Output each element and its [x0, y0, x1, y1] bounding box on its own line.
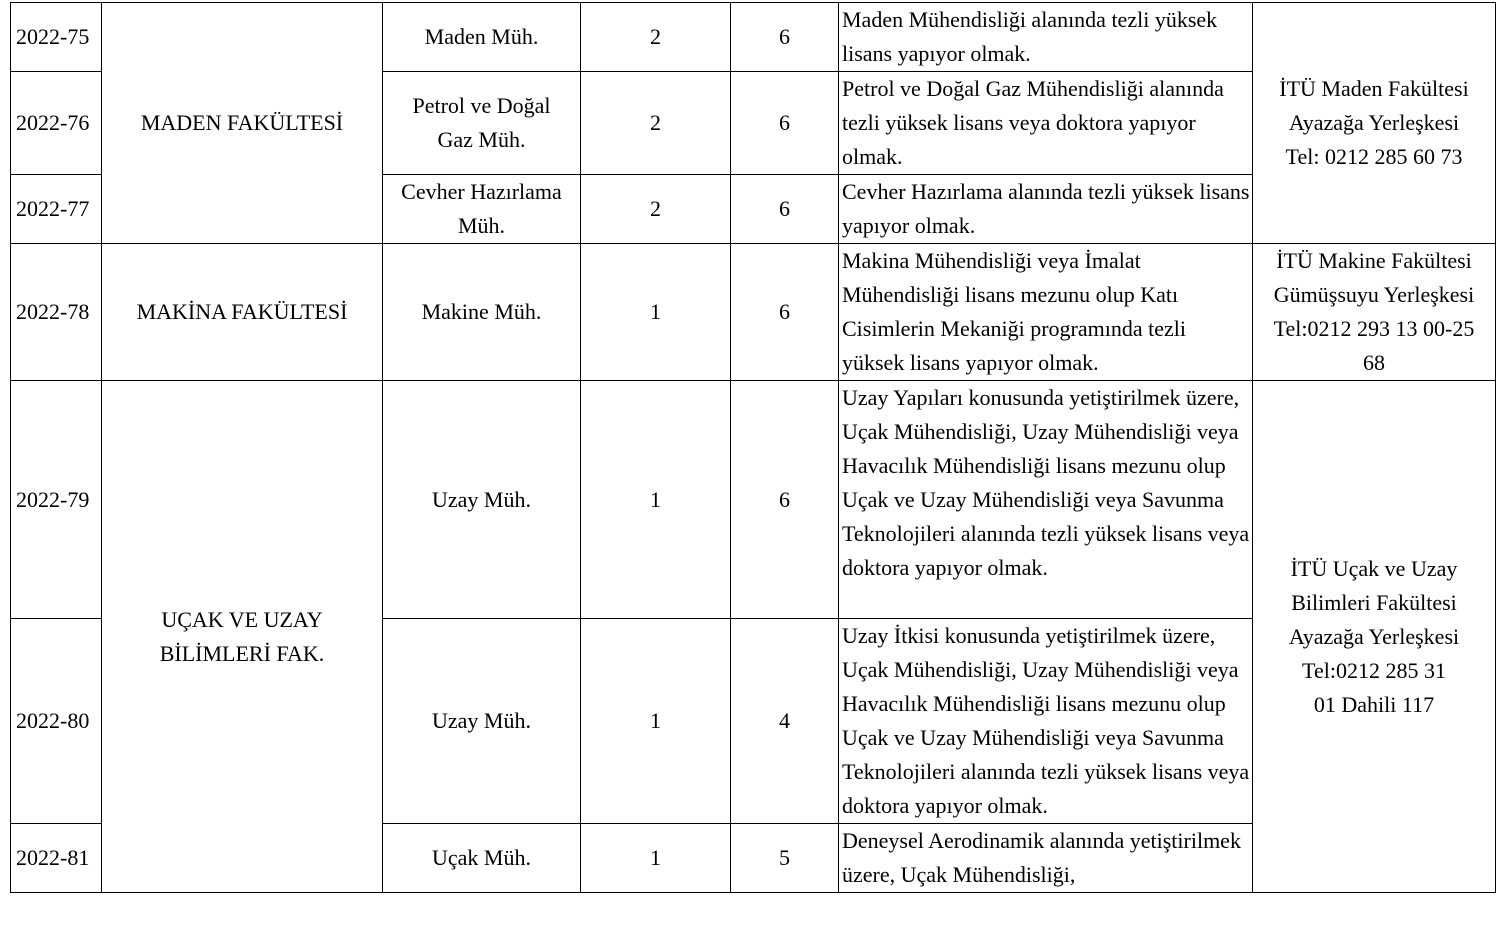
requirement-cell: Uzay Yapıları konusunda yetiştirilmek üzere, Uçak Mühendisliği, Uzay Mühendisliği veya Havacılık Mühendisliği lisans mezunu olup Uçak ve Uzay Mühendisliği veya Savunma Teknolojileri alanında tezli yüksek lisans veya doktora yapıyor olmak.: [839, 381, 1253, 619]
contact-line: Tel: 0212 285 60 73: [1285, 144, 1463, 169]
contact-cell: [1253, 244, 1496, 381]
program-cell: Uçak Müh.: [383, 824, 581, 893]
count-cell: 2: [581, 175, 731, 244]
faculty-line: UÇAK VE UZAY: [161, 606, 323, 632]
contact-line: Ayazağa Yerleşkesi: [1288, 110, 1460, 135]
requirement-cell: Petrol ve Doğal Gaz Mühendisliği alanında tezli yüksek lisans veya doktora yapıyor olmak.: [839, 72, 1253, 175]
requirement-cell: Uzay İtkisi konusunda yetiştirilmek üzere, Uçak Mühendisliği, Uzay Mühendisliği veya Havacılık Mühendisliği lisans mezunu olup Uçak ve Uzay Mühendisliği veya Savunma Teknolojileri alanında tezli yüksek lisans veya doktora yapıyor olmak.: [839, 619, 1253, 824]
duration-cell: 6: [731, 72, 839, 175]
faculty-cell: [102, 381, 383, 893]
contact-line: 68: [1363, 350, 1385, 375]
row-code: 2022-79: [11, 381, 102, 619]
duration-cell: 6: [731, 3, 839, 72]
count-cell: 1: [581, 381, 731, 619]
contact-line: İTÜ Makine Fakültesi: [1276, 248, 1472, 273]
row-code: 2022-77: [11, 175, 102, 244]
duration-cell: 6: [731, 244, 839, 381]
quota-table: [10, 2, 1496, 893]
row-code: 2022-80: [11, 619, 102, 824]
program-cell: Maden Müh.: [383, 3, 581, 72]
duration-cell: 5: [731, 824, 839, 893]
contact-line: İTÜ Maden Fakültesi: [1279, 76, 1469, 101]
program-cell: Cevher Hazırlama Müh.: [383, 175, 581, 244]
duration-cell: 4: [731, 619, 839, 824]
contact-line: Ayazağa Yerleşkesi: [1288, 623, 1460, 649]
table-row: [11, 381, 1496, 619]
requirement-cell: Cevher Hazırlama alanında tezli yüksek lisans yapıyor olmak.: [839, 175, 1253, 244]
row-code: 2022-76: [11, 72, 102, 175]
requirement-cell: Maden Mühendisliği alanında tezli yüksek lisans yapıyor olmak.: [839, 3, 1253, 72]
contact-line: Bilimleri Fakültesi: [1291, 589, 1457, 615]
contact-cell: [1253, 3, 1496, 244]
requirement-cell: Makina Mühendisliği veya İmalat Mühendisliği lisans mezunu olup Katı Cisimlerin Mekaniği programında tezli yüksek lisans yapıyor olmak.: [839, 244, 1253, 381]
count-cell: 1: [581, 824, 731, 893]
contact-line: Gümüşsuyu Yerleşkesi: [1273, 282, 1475, 307]
table-row: [11, 3, 1496, 72]
faculty-line: BİLİMLERİ FAK.: [159, 640, 325, 666]
duration-cell: 6: [731, 175, 839, 244]
count-cell: 1: [581, 619, 731, 824]
program-cell: Uzay Müh.: [383, 619, 581, 824]
contact-line: 01 Dahili 117: [1313, 691, 1435, 717]
contact-line: İTÜ Uçak ve Uzay: [1290, 555, 1458, 581]
row-code: 2022-75: [11, 3, 102, 72]
faculty-cell: MAKİNA FAKÜLTESİ: [102, 244, 383, 381]
requirement-cell: Deneysel Aerodinamik alanında yetiştirilmek üzere, Uçak Mühendisliği,: [839, 824, 1253, 893]
contact-cell: [1253, 381, 1496, 893]
contact-line: Tel:0212 285 31: [1302, 657, 1446, 683]
duration-cell: 6: [731, 381, 839, 619]
row-code: 2022-81: [11, 824, 102, 893]
count-cell: 1: [581, 244, 731, 381]
count-cell: 2: [581, 3, 731, 72]
program-cell: Makine Müh.: [383, 244, 581, 381]
count-cell: 2: [581, 72, 731, 175]
row-code: 2022-78: [11, 244, 102, 381]
table-row: [11, 244, 1496, 381]
program-cell: Petrol ve Doğal Gaz Müh.: [383, 72, 581, 175]
program-cell: Uzay Müh.: [383, 381, 581, 619]
faculty-cell: MADEN FAKÜLTESİ: [102, 3, 383, 244]
contact-line: Tel:0212 293 13 00-25: [1273, 316, 1475, 341]
